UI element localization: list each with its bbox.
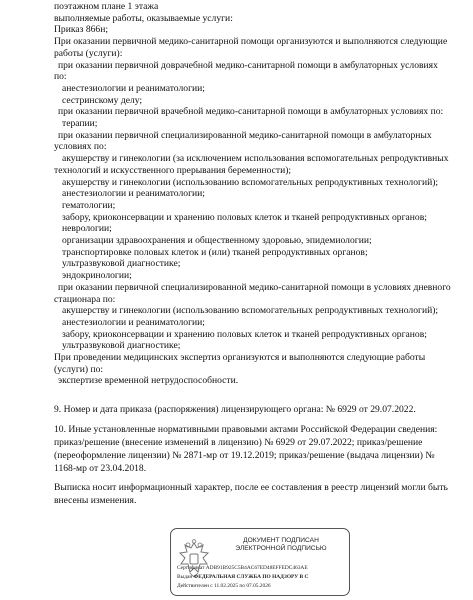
text-line: сестринскому делу; [62,94,143,106]
text-line: анестезиологии и реаниматологии; [62,82,205,94]
stamp-certificate: Сертификат ADB91B925C5B4AC67ED48EFFEDC463AE [177,565,308,571]
stamp-issued [177,574,308,580]
text-line: акушерству и гинекологии (использованию вспомогательных репродуктивных технологий); [62,305,439,317]
text-line: по: [54,71,67,83]
stamp-title-line: ДОКУМЕНТ ПОДПИСАН [243,537,319,544]
text-line: Выписка носит информационный характер, после ее составления в реестр лицензий могли быть [54,482,448,493]
stamp-issued-label: Выдан [177,574,193,580]
stamp-title-line: ЭЛЕКТРОННОЙ ПОДПИСЬЮ [235,545,327,552]
text-line: забору, криоконсервации и хранению половых клеток и тканей репродуктивных органов; [62,211,427,223]
text-line: работы (услуги): [54,47,123,59]
text-line: организации здравоохранения и общественному здоровью, эпидемиологии; [62,235,372,246]
text-line: анестезиологии и реаниматологии; [62,316,205,328]
stamp-issued-to: ФЕДЕРАЛЬНАЯ СЛУЖБА ПО НАДЗОРУ В С [193,574,309,580]
text-line: эндокринологии; [62,270,132,282]
text-line: При проведении медицинских экспертиз организуются и выполняются следующие работы [54,352,426,363]
text-line: анестезиологии и реаниматологии; [62,188,205,200]
text-line: при оказании первичной специализированной медико-санитарной помощи в условиях дневного [58,281,451,293]
stamp-title [215,537,347,553]
state-emblem-icon [177,539,211,579]
text-line: ультразвуковой диагностике; [62,258,181,270]
text-line: неврологии; [62,223,112,235]
text-line: (переоформление лицензии) № 2871-мр от 19.12.2019; приказ/решение (выдача лицензии) № [54,450,435,461]
text-line: при оказании первичной доврачебной медико-санитарной помощи в амбулаторных условиях [58,59,438,71]
stamp-validity: Действителен с 11.02.2025 по 07.05.2026 [177,583,271,589]
text-line: поэтажном плане 1 этажа [54,1,159,12]
text-line: при оказании первичной специализированной медико-санитарной помощи в амбулаторных [58,129,432,141]
text-line: терапии; [62,118,98,129]
text-line: 9. Номер и дата приказа (распоряжения) лицензирующего органа: № 6929 от 29.07.2022. [54,404,416,415]
text-line: при оказании первичной врачебной медико-санитарной помощи в амбулаторных условиях по: [58,106,444,118]
text-line: ультразвуковой диагностике; [62,340,181,352]
text-line: 1168-мр от 23.04.2018. [54,463,147,474]
text-line: транспортировке половых клеток и (или) тканей репродуктивных органов; [62,246,368,258]
text-line: акушерству и гинекологии (использованию вспомогательных репродуктивных технологий); [62,176,439,188]
text-line: внесены изменения. [54,495,137,506]
text-line: При оказании первичной медико-санитарной помощи организуются и выполняются следующие [54,36,448,48]
text-line: забору, криоконсервации и хранению половых клеток и тканей репродуктивных органов; [62,328,427,340]
text-line: (услуги) по: [54,363,104,375]
text-line: 10. Иные установленные нормативными правовыми актами Российской Федерации сведения: [54,424,438,435]
text-line: технологий и искусственного прерывания беременности); [54,164,292,176]
text-line: гематологии; [62,199,116,211]
text-line: выполняемые работы, оказываемые услуги: [54,12,233,24]
text-line: экспертизе временной нетрудоспособности. [58,375,239,387]
text-line: условиях по: [54,141,107,153]
text-line: Приказ 866н; [54,24,109,36]
text-line: стационара по: [54,293,116,305]
electronic-signature-stamp [170,528,350,596]
text-line: акушерству и гинекологии (за исключением использования вспомогательных репродуктивных [62,153,449,165]
text-line: приказ/решение (внесение изменений в лицензию) № 6929 от 29.07.2022; приказ/решение [54,437,423,448]
